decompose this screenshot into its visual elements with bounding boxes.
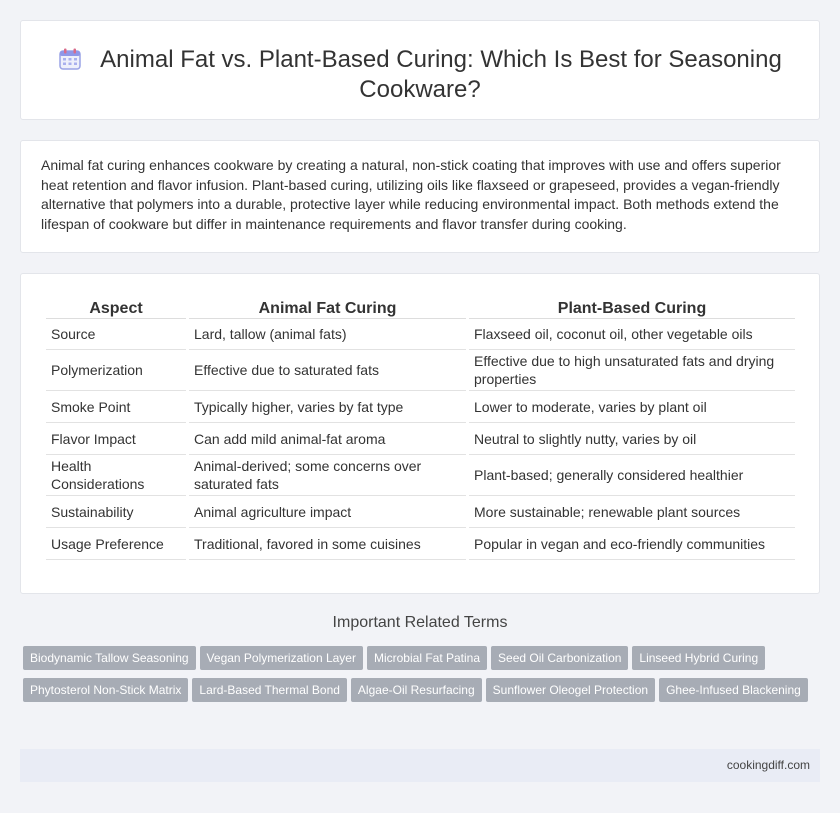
related-term-tag[interactable]: Sunflower Oleogel Protection [486,678,655,702]
table-cell: Plant-based; generally considered healthier [469,455,795,496]
page-title-text: Animal Fat vs. Plant-Based Curing: Which Is Best for Seasoning Cookware? [100,46,782,103]
related-term-tag[interactable]: Lard-Based Thermal Bond [192,678,347,702]
table-cell: Usage Preference [46,528,186,560]
table-row [46,528,795,560]
table-cell: Traditional, favored in some cuisines [189,528,466,560]
table-cell: Flavor Impact [46,423,186,455]
comparison-table [43,296,798,560]
table-row [46,319,795,350]
related-term-tag[interactable]: Ghee-Infused Blackening [659,678,808,702]
table-cell: Animal-derived; some concerns over saturated fats [189,455,466,496]
table-cell: Sustainability [46,496,186,528]
comparison-card [20,273,820,594]
intro-text: Animal fat curing enhances cookware by creating a natural, non-stick coating that improves with use and offers superior heat retention and flavor infusion. Plant-based curing, utilizing oils like flaxseed or grapeseed, provides a vegan-friendly alternative that polymers into a durable, protective layer while reducing environmental impact. Both methods extend the lifespan of cookware but differ in maintenance requirements and flavor transfer during cooking. [41,157,781,232]
table-cell: Polymerization [46,350,186,391]
table-row [46,455,795,496]
table-cell: Popular in vegan and eco-friendly communities [469,528,795,560]
table-cell: Effective due to high unsaturated fats and drying properties [469,350,795,391]
table-cell: Flaxseed oil, coconut oil, other vegetable oils [469,319,795,350]
related-term-tag[interactable]: Biodynamic Tallow Seasoning [23,646,196,670]
related-term-tag[interactable]: Microbial Fat Patina [367,646,487,670]
related-term-tag[interactable]: Phytosterol Non-Stick Matrix [23,678,188,702]
table-cell: Smoke Point [46,391,186,423]
table-cell: Source [46,319,186,350]
table-cell: Effective due to saturated fats [189,350,466,391]
table-cell: Typically higher, varies by fat type [189,391,466,423]
related-term-tag[interactable]: Algae-Oil Resurfacing [351,678,482,702]
table-header-row [46,296,795,319]
related-term-tag[interactable]: Seed Oil Carbonization [491,646,628,670]
table-row [46,391,795,423]
calendar-icon [58,47,82,71]
table-cell: Health Considerations [46,455,186,496]
column-header: Plant-Based Curing [469,296,795,319]
table-cell: Lard, tallow (animal fats) [189,319,466,350]
related-terms-list [23,646,813,710]
related-term-tag[interactable]: Vegan Polymerization Layer [200,646,363,670]
table-row [46,423,795,455]
footer-site-link[interactable]: cookingdiff.com [726,758,810,772]
column-header: Aspect [46,296,186,319]
title-card [20,20,820,120]
table-row [46,496,795,528]
footer [20,749,820,782]
column-header: Animal Fat Curing [189,296,466,319]
intro-card [20,140,820,253]
table-cell: Can add mild animal-fat aroma [189,423,466,455]
related-terms-heading: Important Related Terms [332,614,508,631]
table-row [46,350,795,391]
table-cell: Lower to moderate, varies by plant oil [469,391,795,423]
table-cell: Neutral to slightly nutty, varies by oil [469,423,795,455]
page-title [21,21,819,105]
table-cell: More sustainable; renewable plant sources [469,496,795,528]
table-cell: Animal agriculture impact [189,496,466,528]
related-term-tag[interactable]: Linseed Hybrid Curing [632,646,765,670]
